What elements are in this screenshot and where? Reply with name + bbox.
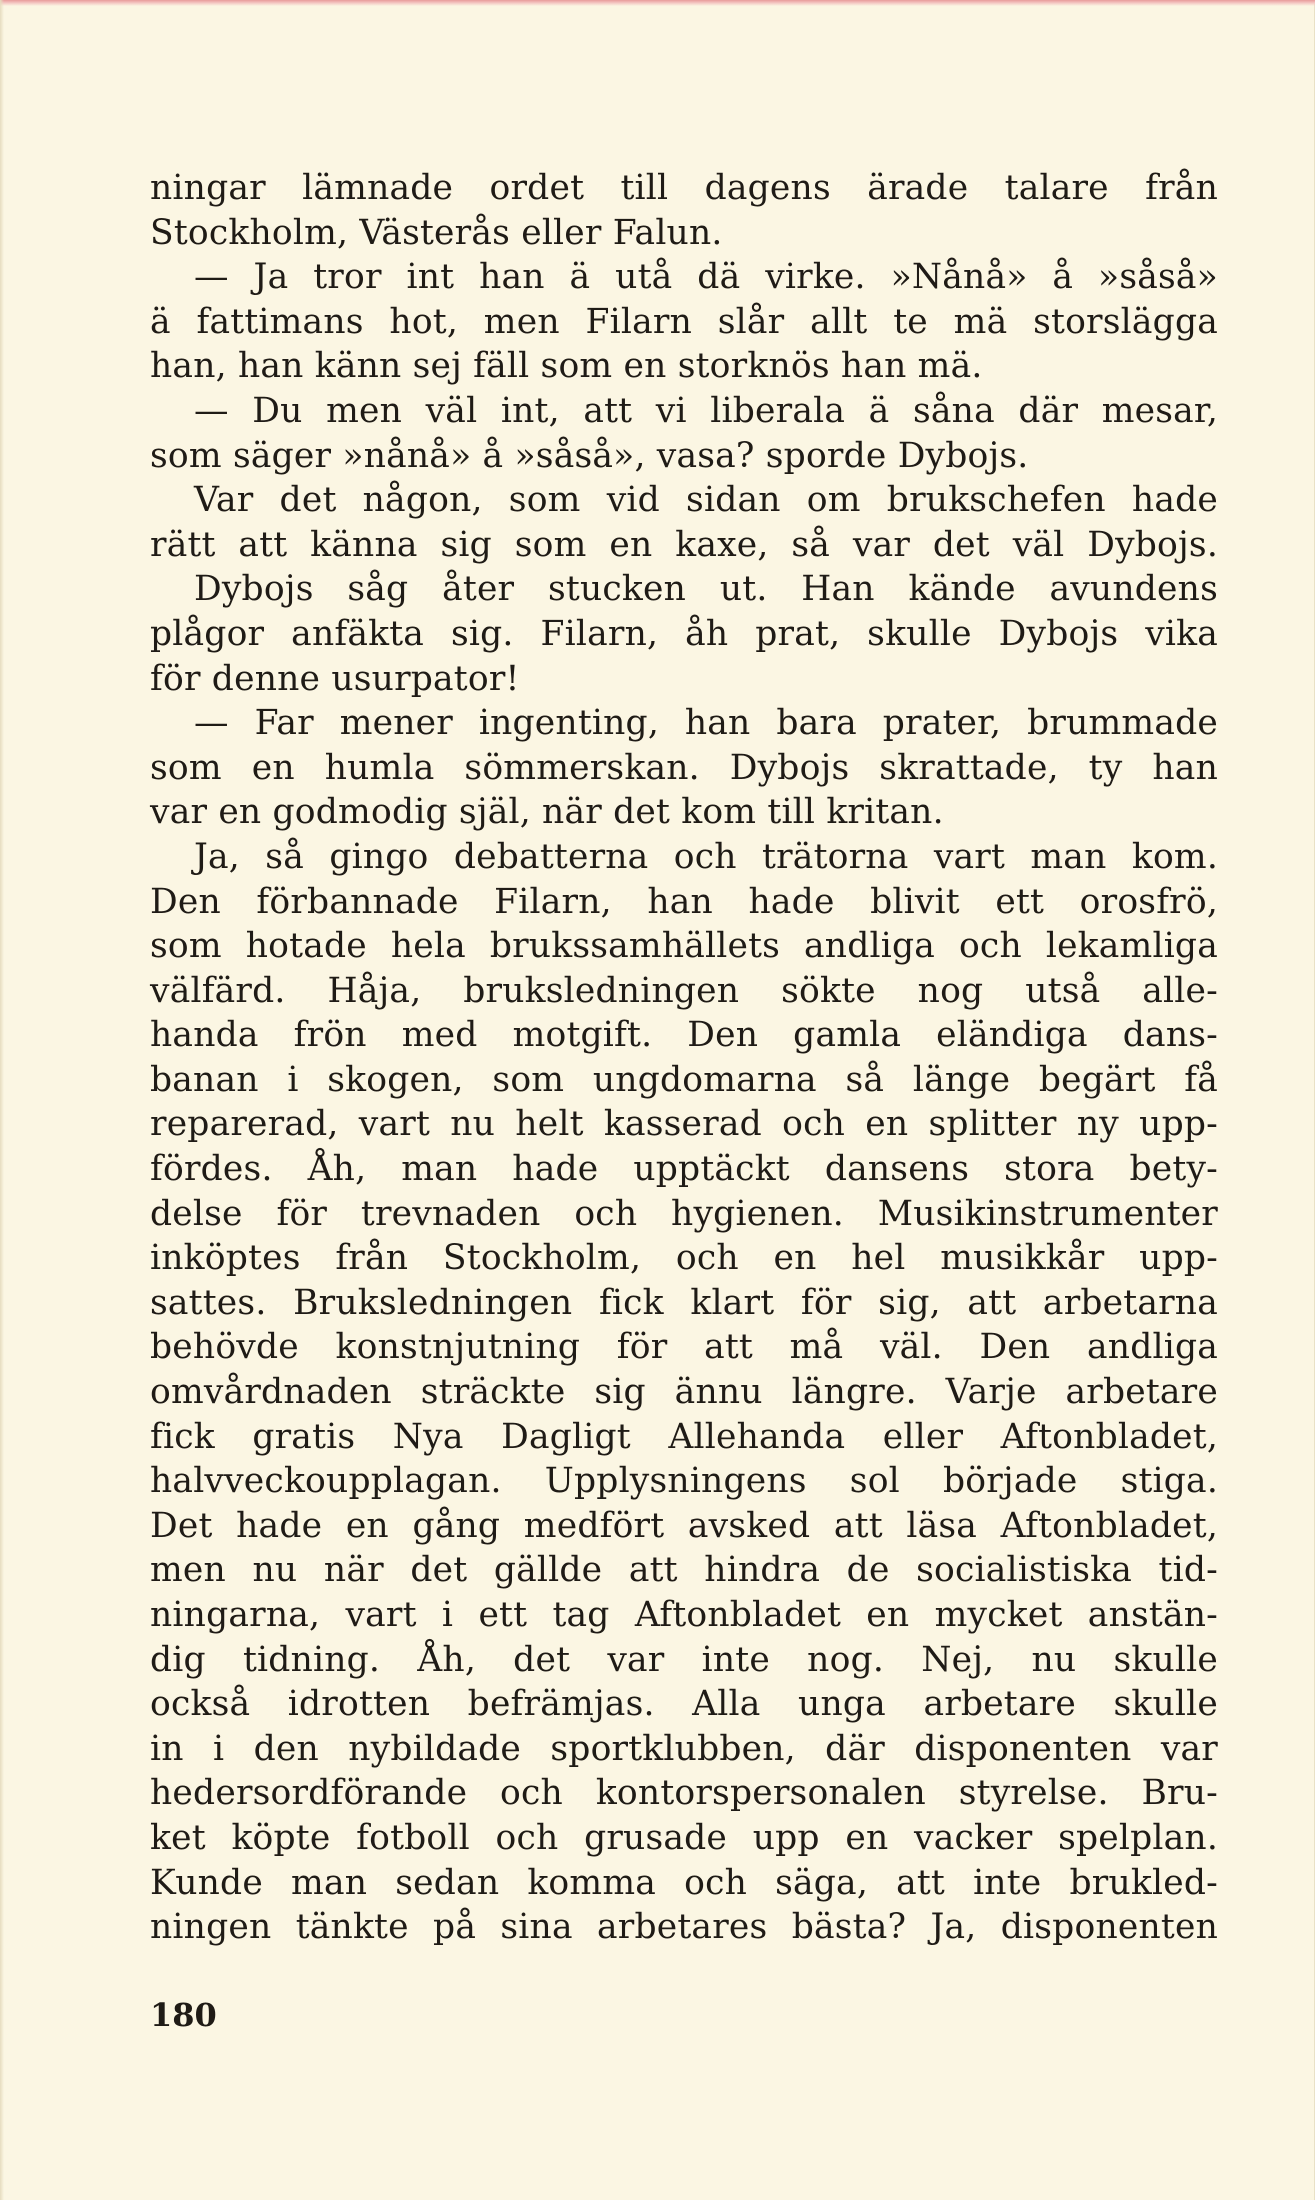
text-line: fick gratis Nya Dagligt Allehanda eller Aftonbladet, — [150, 1416, 1218, 1457]
text-line: in i den nybildade sportklubben, där disponenten var — [150, 1728, 1218, 1769]
page-top-edge — [0, 0, 1315, 6]
text-line: — Far mener ingenting, han bara prater, brummade — [194, 703, 1218, 744]
text-line: Det hade en gång medfört avsked att läsa Aftonbladet, — [150, 1505, 1218, 1546]
text-line: som säger »nånå» å »såså», vasa? sporde Dybojs. — [150, 435, 1029, 476]
page-left-edge — [0, 0, 4, 2200]
text-line: fördes. Åh, man hade upptäckt dansens stora bety- — [150, 1149, 1218, 1190]
text-line: rätt att känna sig som en kaxe, så var det väl Dybojs. — [150, 524, 1218, 565]
text-line: han, han känn sej fäll som en storknös han mä. — [150, 346, 983, 387]
text-line: banan i skogen, som ungdomarna så länge begärt få — [150, 1059, 1218, 1100]
text-line: Stockholm, Västerås eller Falun. — [150, 212, 723, 253]
text-line: Den förbannade Filarn, han hade blivit ett orosfrö, — [150, 881, 1218, 922]
text-line: plågor anfäkta sig. Filarn, åh prat, skulle Dybojs vika — [150, 613, 1218, 654]
text-line: dig tidning. Åh, det var inte nog. Nej, nu skulle — [150, 1639, 1218, 1680]
text-line: Kunde man sedan komma och säga, att inte brukled- — [150, 1862, 1218, 1903]
text-line: var en godmodig själ, när det kom till kritan. — [150, 792, 944, 833]
text-line: omvårdnaden sträckte sig ännu längre. Varje arbetare — [150, 1372, 1218, 1413]
text-line: Ja, så gingo debatterna och trätorna vart man kom. — [194, 836, 1218, 877]
text-line: Var det någon, som vid sidan om brukschefen hade — [194, 480, 1218, 521]
text-line: sattes. Bruksledningen fick klart för sig, att arbetarna — [150, 1282, 1218, 1323]
text-line: delse för trevnaden och hygienen. Musikinstrumenter — [150, 1193, 1218, 1234]
text-line: ningarna, vart i ett tag Aftonbladet en mycket anstän- — [150, 1595, 1218, 1635]
text-line: reparerad, vart nu helt kasserad och en splitter ny upp- — [150, 1104, 1218, 1145]
text-line: också idrotten befrämjas. Alla unga arbetare skulle — [150, 1684, 1218, 1725]
text-line: för denne usurpator! — [150, 658, 520, 699]
text-line: handa frön med motgift. Den gamla eländiga dans- — [150, 1015, 1218, 1056]
text-line: ket köpte fotboll och grusade upp en vacker spelplan. — [150, 1817, 1218, 1858]
text-line: men nu när det gällde att hindra de socialistiska tid- — [150, 1550, 1218, 1591]
text-line: som en humla sömmerskan. Dybojs skrattade, ty han — [150, 747, 1218, 788]
text-line: behövde konstnjutning för att må väl. Den andliga — [150, 1327, 1218, 1368]
body-text — [150, 166, 1218, 1950]
text-line: välfärd. Håja, bruksledningen sökte nog utså alle- — [150, 970, 1218, 1011]
text-line: — Du men väl int, att vi liberala ä såna där mesar, — [194, 390, 1218, 431]
page-number: 180 — [150, 1996, 217, 2034]
text-line: halvveckoupplagan. Upplysningens sol började stiga. — [150, 1461, 1218, 1502]
text-line: ä fattimans hot, men Filarn slår allt te mä storslägga — [150, 301, 1218, 342]
text-line: som hotade hela brukssamhällets andliga och lekamliga — [150, 926, 1218, 967]
text-line: ningar lämnade ordet till dagens ärade talare från — [150, 168, 1218, 208]
text-line: ningen tänkte på sina arbetares bästa? Ja, disponenten — [150, 1907, 1218, 1948]
text-line: Dybojs såg åter stucken ut. Han kände avundens — [194, 569, 1218, 610]
text-line: — Ja tror int han ä utå dä virke. »Nånå» å »såså» — [194, 257, 1218, 298]
text-line: hedersordförande och kontorspersonalen styrelse. Bru- — [150, 1773, 1218, 1814]
text-line: inköptes från Stockholm, och en hel musikkår upp- — [150, 1238, 1218, 1279]
